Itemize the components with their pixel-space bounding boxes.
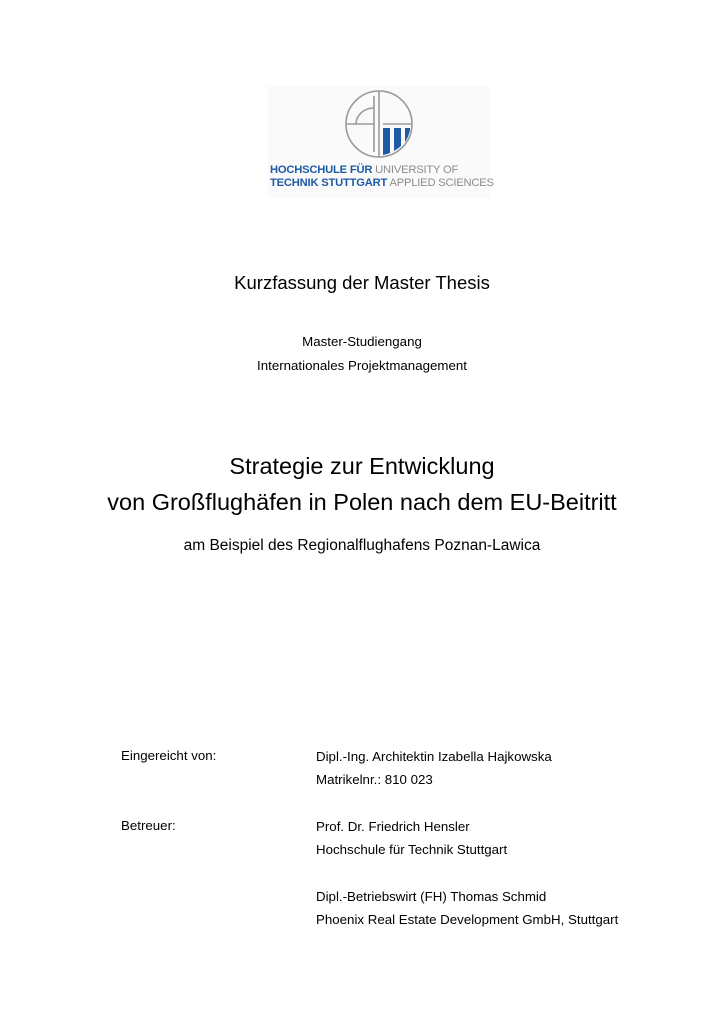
supervisors-label: Betreuer:	[121, 818, 176, 833]
hft-emblem-icon	[344, 88, 414, 160]
supervisor-2-organization: Phoenix Real Estate Development GmbH, Stuttgart	[316, 912, 619, 927]
university-name	[268, 164, 494, 190]
document-heading: Kurzfassung der Master Thesis	[234, 272, 490, 293]
study-program-line-1: Master-Studiengang	[302, 334, 422, 349]
author-name: Dipl.-Ing. Architektin Izabella Hajkowska	[316, 749, 552, 764]
logo-line-1-light: UNIVERSITY OF	[372, 164, 459, 176]
thesis-title-line-1: Strategie zur Entwicklung	[229, 453, 495, 479]
supervisor-2	[316, 885, 618, 931]
submitted-by-info	[316, 745, 552, 791]
logo-line-1-strong: HOCHSCHULE FÜR	[270, 164, 373, 176]
thesis-title-line-2: von Großflughäfen in Polen nach dem EU-Beitritt	[107, 489, 617, 515]
supervisor-1	[316, 815, 507, 861]
supervisor-1-name: Prof. Dr. Friedrich Hensler	[316, 819, 470, 834]
logo-line-1	[268, 164, 490, 177]
submitted-by-label: Eingereicht von:	[121, 748, 217, 763]
logo-line-2-strong: TECHNIK STUTTGART	[270, 177, 388, 189]
supervisor-2-name: Dipl.-Betriebswirt (FH) Thomas Schmid	[316, 889, 547, 904]
logo-line-2-light: APPLIED SCIENCES	[387, 177, 494, 189]
logo-line-2	[268, 177, 494, 190]
thesis-subtitle: am Beispiel des Regionalflughafens Poznan-Lawica	[183, 537, 541, 554]
matriculation-number: Matrikelnr.: 810 023	[316, 772, 433, 787]
thesis-title	[0, 448, 724, 520]
supervisor-1-organization: Hochschule für Technik Stuttgart	[316, 842, 508, 857]
university-logo	[268, 86, 494, 198]
study-program-line-2: Internationales Projektmanagement	[257, 358, 467, 373]
study-program	[0, 330, 724, 378]
